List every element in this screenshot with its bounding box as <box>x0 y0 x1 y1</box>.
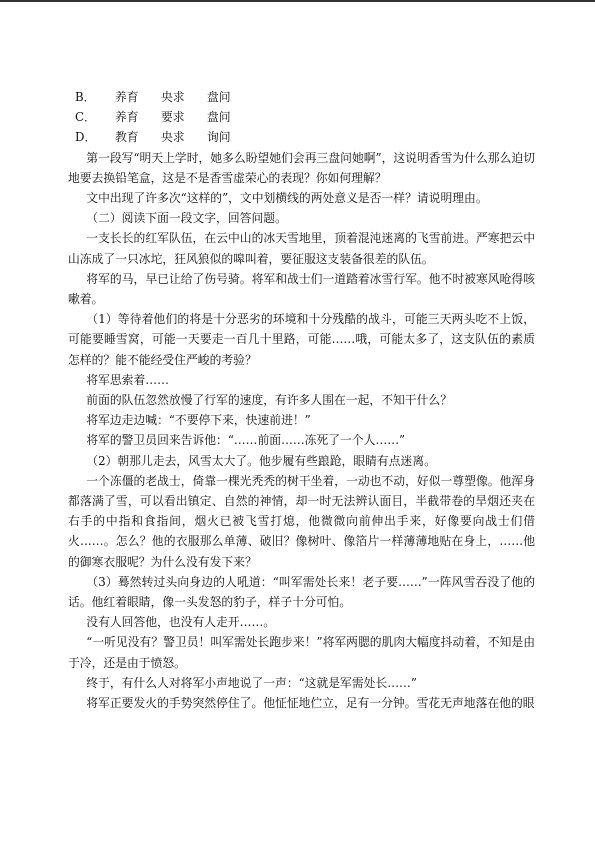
option-word-1: 养育 <box>115 110 139 125</box>
option-letter: C． <box>75 110 96 125</box>
header-rule <box>0 0 595 2</box>
passage-paragraph: 将军的警卫员回来告诉他：“……前面……冻死了一个人……” <box>86 433 406 448</box>
option-word-1: 教育 <box>115 130 139 145</box>
passage-paragraph: 将军的马，早已让给了伤号骑。将军和战士们一道踏着冰雪行军。他不时被寒风呛得咳嗽着。 <box>68 271 535 307</box>
passage-paragraph: 将军正要发火的手势突然停住了。他怔怔地伫立，足有一分钟。雪花无声地落在他的眼 <box>86 696 535 711</box>
option-word-3: 盘问 <box>207 110 231 125</box>
passage-paragraph: 一个冻僵的老战士，倚靠一棵光秃秃的树干坐着，一动也不动，好似一尊塑像。他浑身都落满了雪，可以看出镇定、自然的神情，却一时无法辨认面目，半截带卷的旱烟还夹在右手的中指和食指间，烟火已被飞雪打熄，他微微向前伸出手来，好像要向战士们借火……。怎么？他的衣服那么单薄、破旧？像树叶、像箔片一样薄薄地贴在身上，……他的御寒衣服呢？为什么没有发下来？ <box>68 473 535 569</box>
option-letter: B． <box>75 90 96 104</box>
passage-paragraph: 前面的队伍忽然放慢了行军的速度，有许多人围在一起，不知干什么？ <box>86 393 452 408</box>
question-paragraph: 文中出现了许多次“这样的”，文中划横线的两处意义是否一样？请说明理由。 <box>86 191 488 206</box>
option-word-1: 养育 <box>115 90 139 104</box>
option-d <box>68 127 535 147</box>
passage-paragraph: 将军思索着…… <box>86 372 169 387</box>
option-c <box>68 107 535 127</box>
passage-paragraph: 一支长长的红军队伍，在云中山的冰天雪地里，顶着混沌迷离的飞雪前进。严寒把云中山冻成了一只冰坨，狂风狼似的嗥叫着，要征服这支装备很差的队伍。 <box>68 231 535 266</box>
question-paragraph: 第一段写“明天上学时，她多么盼望她们会再三盘问她啊”，这说明香雪为什么那么迫切地要去换铅笔盒，这是不是香雪虚荣心的表现？你如何理解？ <box>68 150 535 185</box>
option-word-2: 央求 <box>161 130 185 145</box>
option-word-3: 盘问 <box>207 90 231 104</box>
passage-paragraph: （3）蓦然转过头向身边的人吼道：“叫军需处长来！老子要……”一阵风雪吞没了他的话。他红着眼睛，像一头发怒的豹子，样子十分可怕。 <box>68 574 535 610</box>
option-word-3: 询问 <box>207 130 231 145</box>
passage-paragraph: 没有人回答他，也没有人走开……。 <box>86 615 276 630</box>
passage-paragraph: 将军边走边喊：“不要停下来，快速前进！” <box>86 413 311 428</box>
passage-paragraph: “一听见没有？警卫员！叫军需处长跑步来！”将军两腮的肌肉大幅度抖动着，不知是由于冷，还是由于愤怒。 <box>68 635 535 670</box>
option-word-2: 要求 <box>161 110 185 125</box>
option-word-2: 央求 <box>161 90 185 104</box>
section-heading: （二）阅读下面一段文字，回答问题。 <box>86 211 287 226</box>
option-b <box>68 87 535 107</box>
passage-paragraph: （2）朝那儿走去，风雪太大了。他步履有些踉跄，眼睛有点迷离。 <box>86 453 436 468</box>
passage-paragraph: （1）等待着他们的将是十分恶劣的环境和十分残酷的战斗，可能三天两头吃不上饭，可能要睡雪窝，可能一天要走一百几十里路，可能……哦，可能太多了，这支队伍的素质怎样的？能不能经受住严峻的考验？ <box>68 312 535 367</box>
document-body <box>68 87 535 713</box>
passage-paragraph: 终于，有什么人对将军小声地说了一声：“这就是军需处长……” <box>86 675 417 690</box>
option-letter: D． <box>75 130 97 145</box>
